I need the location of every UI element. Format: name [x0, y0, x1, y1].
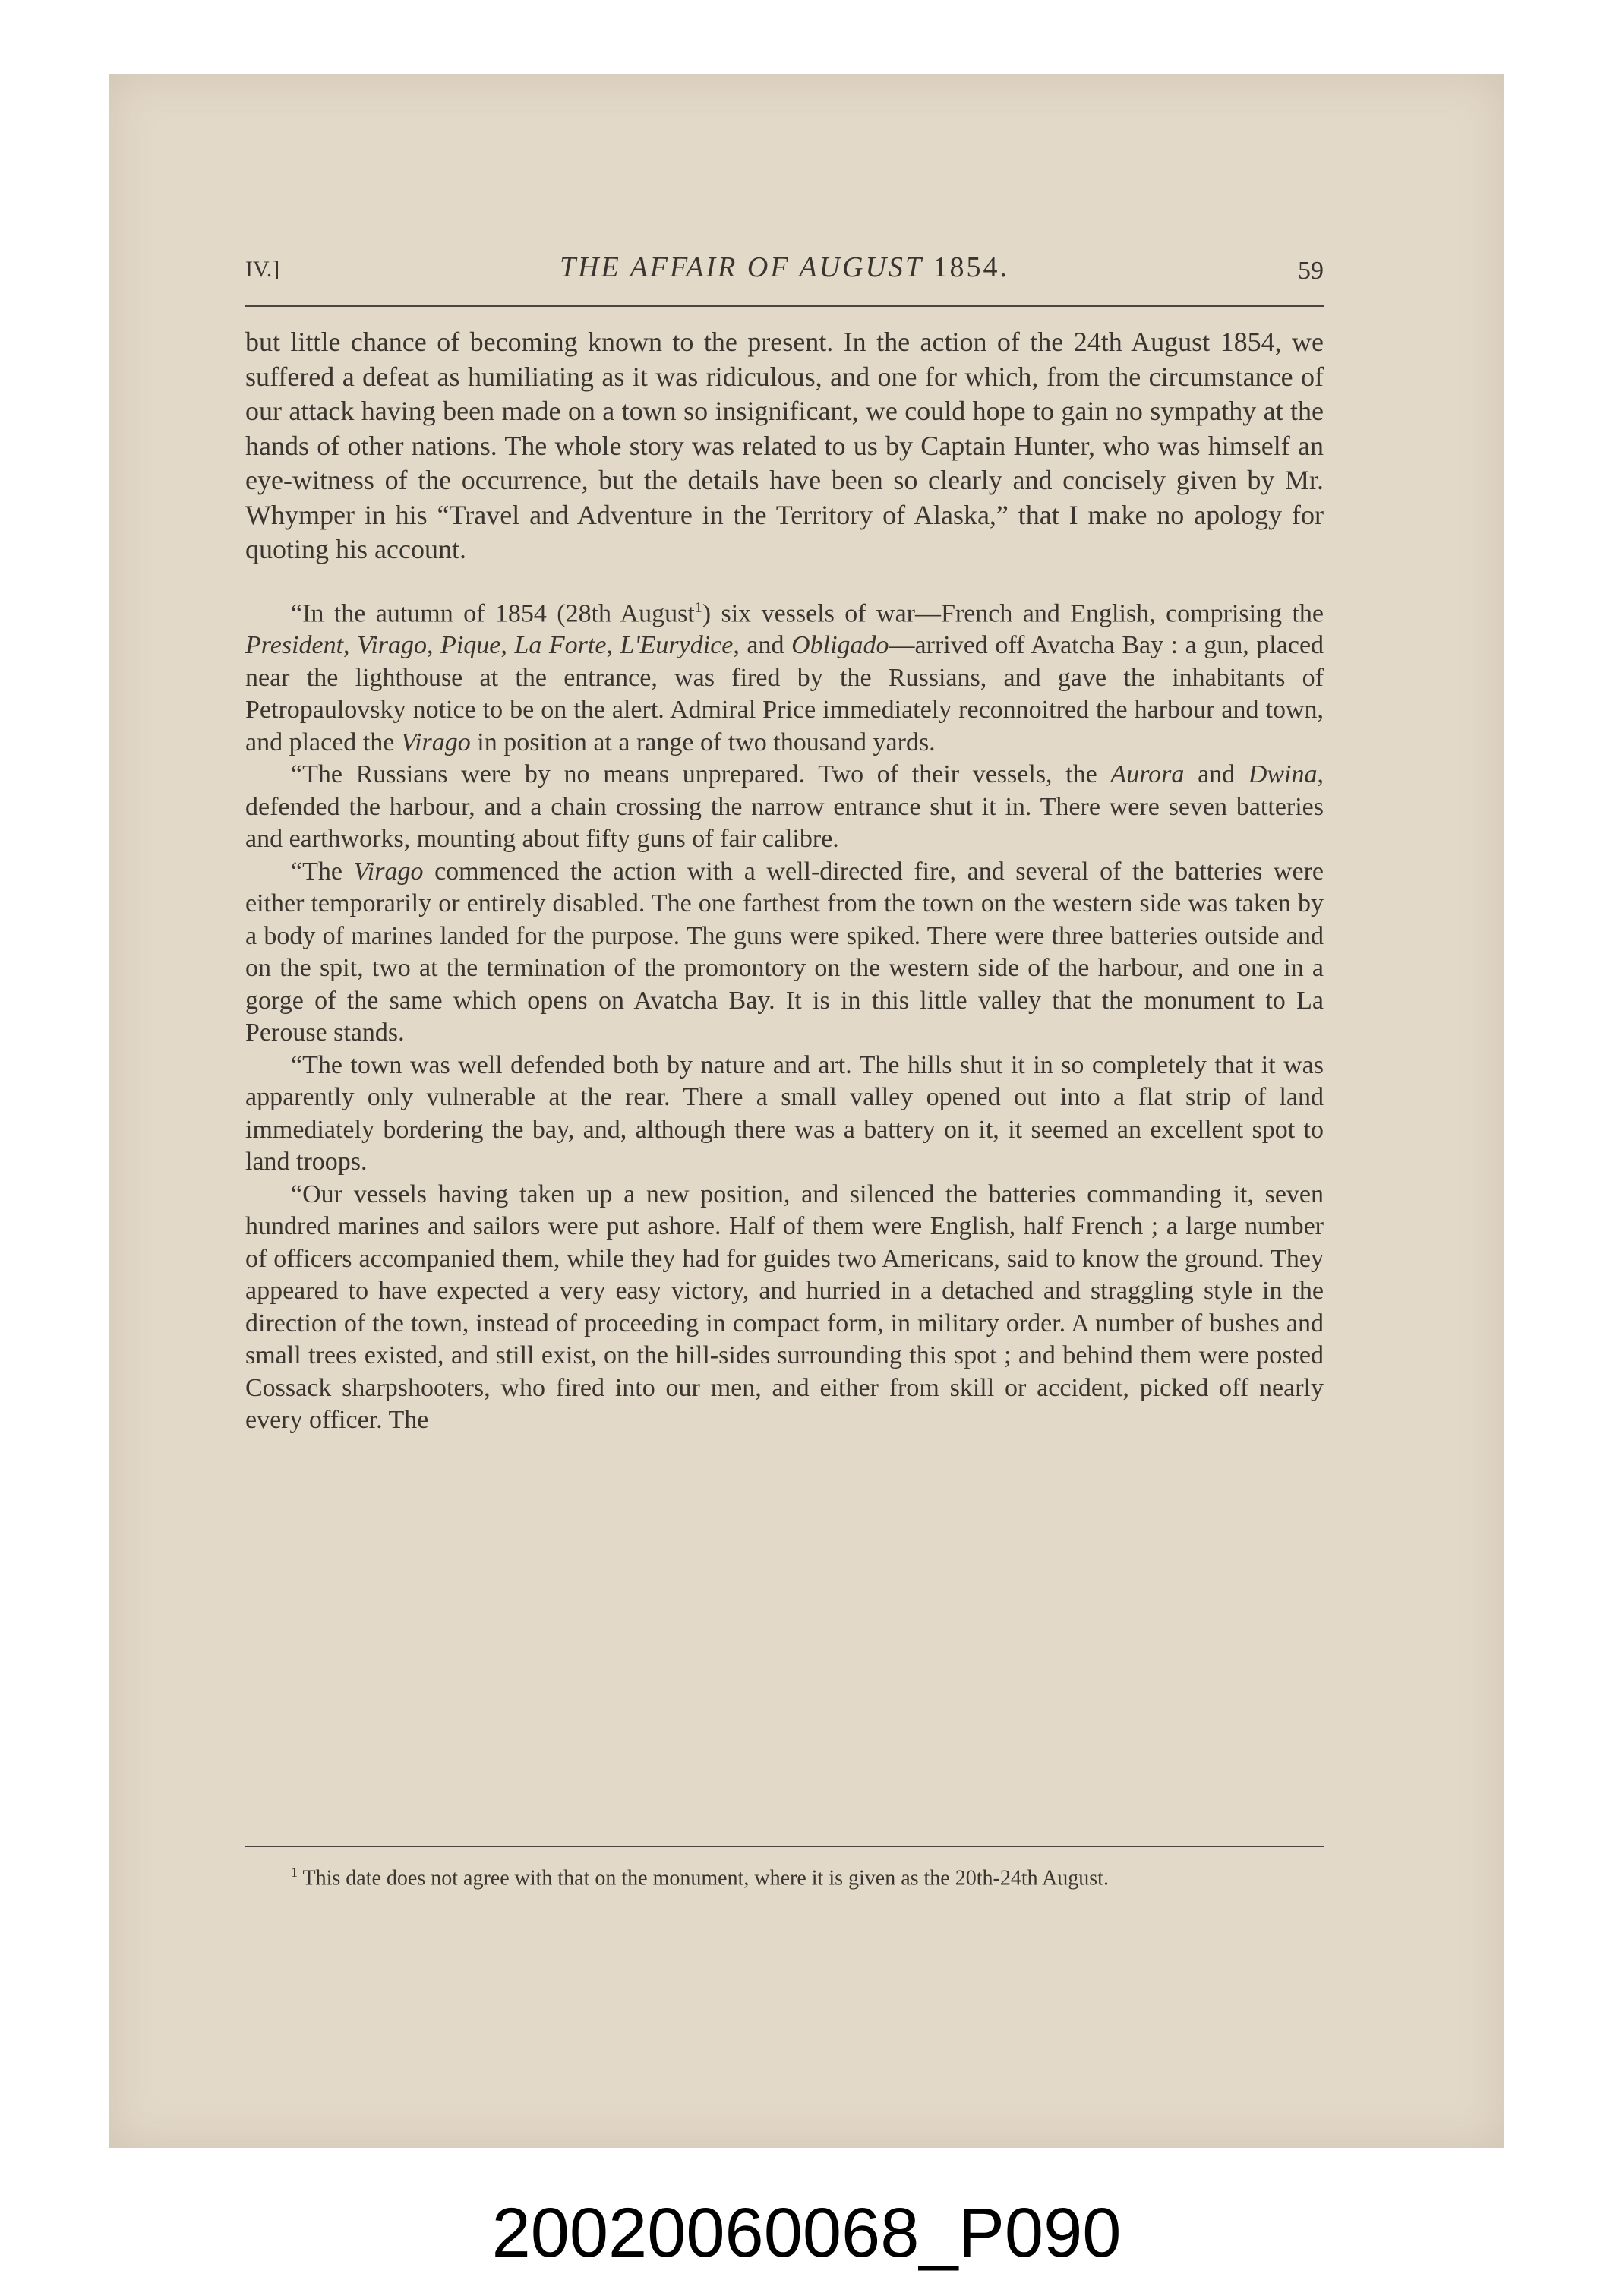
- ship-name: Dwina: [1248, 760, 1318, 789]
- q1-text-c: —arrived off Avatcha Bay : a gun, placed near the lighthouse at the entrance, was fired by the Russians, and gave the inhabitants of Petropaulovsky notice to be on the alert. Admiral Price immediately reconnoitred the harbour and town, and placed the: [245, 631, 1324, 756]
- quote-paragraph-4: “The town was well defended both by nature and art. The hills shut it in so completely that it was apparently only vulnerable at the rear. There a small valley opened out into a flat strip of land immediately bordering the bay, and, although there was a battery on it, it seemed an excellent spot to land troops.: [245, 1050, 1324, 1176]
- ship-name: Virago: [400, 728, 471, 756]
- lead-paragraph: but little chance of becoming known to the present. In the action of the 24th August 1854, we suffered a defeat as humiliating as it was ridiculous, and one for which, from the circumstance of our attack having been made on a town so insignificant, we could hope to gain no sympathy at the hands of other nations. The whole story was related to us by Captain Hunter, who was himself an eye-witness of the occurrence, but the details have been so clearly and concisely given by Mr. Whymper in his “Travel and Adventure in the Territory of Alaska,” that I make no apology for quoting his account.: [245, 327, 1324, 564]
- running-title-text: THE AFFAIR OF AUGUST: [559, 251, 924, 283]
- quote-paragraph-3: [245, 856, 1324, 1050]
- q1-sep-1: ,: [343, 631, 358, 660]
- q2-sep-1: and: [1184, 760, 1248, 789]
- book-page: [109, 74, 1504, 2148]
- footnote-rule: [245, 1846, 1324, 1847]
- q3-text-a: “The: [291, 857, 354, 886]
- q1-text-b: ) six vessels of war—French and English, comprising the: [702, 598, 1324, 627]
- ship-name: Pique: [440, 631, 501, 660]
- ship-name: La Forte: [514, 631, 607, 660]
- ship-name: Aurora: [1110, 760, 1185, 789]
- footnote: [245, 1859, 1324, 1891]
- q1-sep-4: ,: [606, 631, 620, 660]
- chapter-number: IV.]: [245, 257, 280, 282]
- q2-text-b: , defended the harbour, and a chain crossing the narrow entrance shut it in. There were seven batteries and earthworks, mounting about fifty guns of fair calibre.: [245, 760, 1324, 854]
- q1-sep-2: ,: [427, 631, 441, 660]
- q1-sep-3: ,: [500, 631, 515, 660]
- ship-name: Obligado: [791, 631, 889, 660]
- quote-paragraph-2: [245, 759, 1324, 856]
- ship-name: President: [245, 631, 344, 660]
- q2-text-a: “The Russians were by no means unprepared. Two of their vessels, the: [291, 760, 1111, 789]
- running-header: [245, 251, 1324, 304]
- ship-name: L'Eurydice: [620, 631, 734, 660]
- page-body: [245, 325, 1324, 1437]
- footnote-text: This date does not agree with that on the monument, where it is given as the 20th-24th August.: [298, 1866, 1109, 1890]
- page-number: 59: [1298, 257, 1324, 285]
- ship-name: Virago: [357, 631, 428, 660]
- running-title: [245, 251, 1324, 284]
- q3-text-b: commenced the action with a well-directed fire, and several of the batteries were either temporarily or entirely disabled. The one farthest from the town on the western side was taken by a body of marines landed for the purpose. The guns were spiked. There were three batteries outside and on the spit, two at the termination of the promontory on the western side of the harbour, and one in a gorge of the same which opens on Avatcha Bay. It is in this little valley that the monument to La Perouse stands.: [245, 857, 1324, 1047]
- q1-sep-5: , and: [733, 631, 792, 660]
- quote-paragraph-1: [245, 592, 1324, 760]
- q1-text-a: “In the autumn of 1854 (28th August: [291, 598, 695, 627]
- footnote-marker: 1: [291, 1865, 298, 1880]
- ship-name: Virago: [353, 857, 424, 886]
- image-caption: 20020060068_P090: [491, 2194, 1122, 2272]
- footnote-reference: 1: [694, 598, 702, 616]
- header-rule: [245, 305, 1324, 307]
- quote-paragraph-5: “Our vessels having taken up a new position, and silenced the batteries commanding it, seven hundred marines and sailors were put ashore. Half of them were English, half French ; a large number of officers accompanied them, while they had for guides two Americans, said to know the ground. They appeared to have expected a very easy victory, and hurried in a detached and straggling style in the direction of the town, instead of proceeding in compact form, in military order. A number of bushes and small trees existed, and still exist, on the hill-sides surrounding this spot ; and behind them were posted Cossack sharpshooters, who fired into our men, and either from skill or accident, picked off nearly every officer. The: [245, 1180, 1324, 1435]
- running-title-year: 1854.: [923, 251, 1010, 283]
- q1-text-d: in position at a range of two thousand yards.: [470, 728, 936, 756]
